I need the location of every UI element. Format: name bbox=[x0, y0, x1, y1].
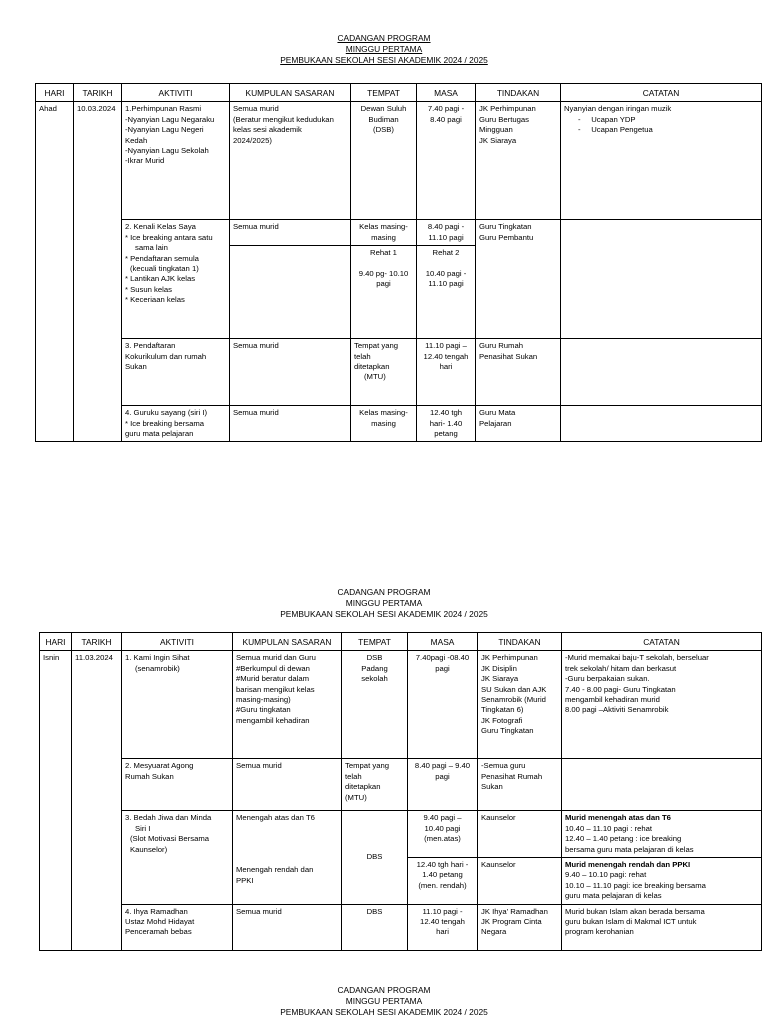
heading-title: CADANGAN PROGRAM bbox=[337, 33, 431, 43]
col-catatan: CATATAN bbox=[561, 84, 762, 102]
activity-cell: 4. Ihya Ramadhan Ustaz Mohd Hidayat Penceramah bebas bbox=[122, 904, 233, 950]
place-cell: Tempat yang telah ditetapkan (MTU) bbox=[351, 339, 417, 406]
target-cell: Semua murid dan Guru #Berkumpul di dewan #Murid beratur dalam barisan mengikut kelas masing-masing) #Guru tingkatan mengambil kehadiran bbox=[233, 651, 342, 759]
time-cell: 8.40 pagi - 11.10 pagi bbox=[417, 220, 476, 246]
heading-session: PEMBUKAAN SEKOLAH SESI AKADEMIK 2024 / 2025 bbox=[280, 609, 488, 619]
table-row bbox=[40, 811, 762, 858]
place-cell: DBS bbox=[342, 904, 408, 950]
table-row bbox=[36, 102, 762, 220]
day-cell: Ahad bbox=[36, 102, 74, 442]
time-cell: 9.40 pagi – 10.40 pagi (men.atas) bbox=[408, 811, 478, 858]
day-cell: Isnin bbox=[40, 651, 72, 950]
heading-session: PEMBUKAAN SEKOLAH SESI AKADEMIK 2024 / 2025 bbox=[280, 55, 488, 65]
program-heading-2 bbox=[0, 587, 768, 620]
action-cell: Guru Tingkatan Guru Pembantu bbox=[476, 220, 561, 339]
table-row bbox=[36, 220, 762, 246]
heading-week: MINGGU PERTAMA bbox=[345, 598, 423, 608]
time-cell: 8.40 pagi – 9.40 pagi bbox=[408, 759, 478, 811]
target-cell: Semua murid bbox=[233, 759, 342, 811]
notes-cell bbox=[561, 339, 762, 406]
notes-cell bbox=[562, 759, 762, 811]
notes-cell: Murid menengah rendah dan PPKI 9.40 – 10.10 pagi: rehat 10.10 – 11.10 pagi: ice breaking bersama guru mata pelajaran di kelas bbox=[562, 858, 762, 905]
action-cell: JK Perhimpunan Guru Bertugas Mingguan JK Siaraya bbox=[476, 102, 561, 220]
place-cell: DSB Padang sekolah bbox=[342, 651, 408, 759]
time-cell: 12.40 tgh hari - 1.40 petang (men. rendah) bbox=[408, 858, 478, 905]
activity-cell: 1. Kami Ingin Sihat (senamrobik) bbox=[122, 651, 233, 759]
col-hari: HARI bbox=[36, 84, 74, 102]
notes-cell bbox=[561, 220, 762, 339]
col-kumpulan-sasaran: KUMPULAN SASARAN bbox=[233, 633, 342, 651]
action-cell: Guru Rumah Penasihat Sukan bbox=[476, 339, 561, 406]
activity-cell: 3. Bedah Jiwa dan Minda Siri I (Slot Motivasi Bersama Kaunselor) bbox=[122, 811, 233, 904]
table-row bbox=[36, 339, 762, 406]
target-cell-empty bbox=[230, 246, 351, 339]
break2-cell: Rehat 2 10.40 pagi - 11.10 pagi bbox=[417, 246, 476, 339]
col-tarikh: TARIKH bbox=[74, 84, 122, 102]
notes-cell: Murid bukan Islam akan berada bersama guru bukan Islam di Makmal ICT untuk program kerohanian bbox=[562, 904, 762, 950]
time-cell: 7.40 pagi - 8.40 pagi bbox=[417, 102, 476, 220]
action-cell: -Semua guru Penasihat Rumah Sukan bbox=[478, 759, 562, 811]
target-cell: Menengah atas dan T6 Menengah rendah dan PPKI bbox=[233, 811, 342, 904]
action-cell: Kaunselor bbox=[478, 858, 562, 905]
heading-title: CADANGAN PROGRAM bbox=[337, 985, 431, 995]
place-cell: Tempat yang telah ditetapkan (MTU) bbox=[342, 759, 408, 811]
time-cell: 11.10 pagi – 12.40 tengah hari bbox=[417, 339, 476, 406]
time-cell: 11.10 pagi - 12.40 tengah hari bbox=[408, 904, 478, 950]
activity-cell: 2. Mesyuarat Agong Rumah Sukan bbox=[122, 759, 233, 811]
heading-session: PEMBUKAAN SEKOLAH SESI AKADEMIK 2024 / 2025 bbox=[280, 1007, 488, 1017]
place-cell: Dewan Suluh Budiman (DSB) bbox=[351, 102, 417, 220]
heading-week: MINGGU PERTAMA bbox=[345, 996, 423, 1006]
col-tindakan: TINDAKAN bbox=[476, 84, 561, 102]
action-cell: Guru Mata Pelajaran bbox=[476, 406, 561, 442]
program-heading-1 bbox=[0, 33, 768, 66]
break1-cell: Rehat 1 9.40 pg- 10.10 pagi bbox=[351, 246, 417, 339]
action-cell: JK Ihya' Ramadhan JK Program Cinta Negara bbox=[478, 904, 562, 950]
col-aktiviti: AKTIVITI bbox=[122, 84, 230, 102]
target-cell: Semua murid bbox=[233, 904, 342, 950]
table-row bbox=[40, 651, 762, 759]
schedule-table-sunday bbox=[35, 83, 762, 442]
place-cell: DBS bbox=[342, 811, 408, 904]
target-cell: Semua murid (Beratur mengikut kedudukan kelas sesi akademik 2024/2025) bbox=[230, 102, 351, 220]
col-catatan: CATATAN bbox=[562, 633, 762, 651]
table-row bbox=[40, 904, 762, 950]
schedule-table-monday bbox=[39, 632, 762, 951]
target-cell: Semua murid bbox=[230, 220, 351, 246]
notes-cell: Murid menengah atas dan T6 10.40 – 11.10 pagi : rehat 12.40 – 1.40 petang : ice breaking bersama guru mata pelajaran di kelas bbox=[562, 811, 762, 858]
action-cell: Kaunselor bbox=[478, 811, 562, 858]
col-masa: MASA bbox=[408, 633, 478, 651]
notes-cell: Nyanyian dengan iringan muzik - Ucapan YDP - Ucapan Pengetua bbox=[561, 102, 762, 220]
heading-title: CADANGAN PROGRAM bbox=[337, 587, 431, 597]
target-cell: Semua murid bbox=[230, 406, 351, 442]
table-row bbox=[40, 759, 762, 811]
col-tempat: TEMPAT bbox=[351, 84, 417, 102]
col-tindakan: TINDAKAN bbox=[478, 633, 562, 651]
activity-cell: 1.Perhimpunan Rasmi -Nyanyian Lagu Negaraku -Nyanyian Lagu Negeri Kedah -Nyanyian Lagu Sekolah -Ikrar Murid bbox=[122, 102, 230, 220]
program-heading-3 bbox=[0, 985, 768, 1018]
activity-cell: 2. Kenali Kelas Saya * Ice breaking antara satu sama lain * Pendaftaran semula (kecuali tingkatan 1) * Lantikan AJK kelas * Susun kelas * Keceriaan kelas bbox=[122, 220, 230, 339]
date-cell: 10.03.2024 bbox=[74, 102, 122, 442]
col-hari: HARI bbox=[40, 633, 72, 651]
table-header-row bbox=[36, 84, 762, 102]
activity-cell: 4. Guruku sayang (siri I) * Ice breaking bersama guru mata pelajaran bbox=[122, 406, 230, 442]
activity-cell: 3. Pendaftaran Kokurikulum dan rumah Sukan bbox=[122, 339, 230, 406]
col-kumpulan-sasaran: KUMPULAN SASARAN bbox=[230, 84, 351, 102]
target-cell: Semua murid bbox=[230, 339, 351, 406]
time-cell: 12.40 tgh hari- 1.40 petang bbox=[417, 406, 476, 442]
place-cell: Kelas masing- masing bbox=[351, 220, 417, 246]
notes-cell: -Murid memakai baju-T sekolah, berseluar trek sekolah/ hitam dan berkasut -Guru berpakaian sukan. 7.40 - 8.00 pagi- Guru Tingkatan mengambil kehadiran murid 8.00 pagi –Aktiviti Senamrobik bbox=[562, 651, 762, 759]
action-cell: JK Perhimpunan JK Disiplin JK Siaraya SU Sukan dan AJK Senamrobik (Murid Tingkatan 6) JK Fotografi Guru Tingkatan bbox=[478, 651, 562, 759]
time-cell: 7.40pagi -08.40 pagi bbox=[408, 651, 478, 759]
date-cell: 11.03.2024 bbox=[72, 651, 122, 950]
col-tempat: TEMPAT bbox=[342, 633, 408, 651]
col-masa: MASA bbox=[417, 84, 476, 102]
table-header-row bbox=[40, 633, 762, 651]
table-row bbox=[36, 406, 762, 442]
place-cell: Kelas masing- masing bbox=[351, 406, 417, 442]
col-aktiviti: AKTIVITI bbox=[122, 633, 233, 651]
col-tarikh: TARIKH bbox=[72, 633, 122, 651]
heading-week: MINGGU PERTAMA bbox=[345, 44, 423, 54]
notes-cell bbox=[561, 406, 762, 442]
